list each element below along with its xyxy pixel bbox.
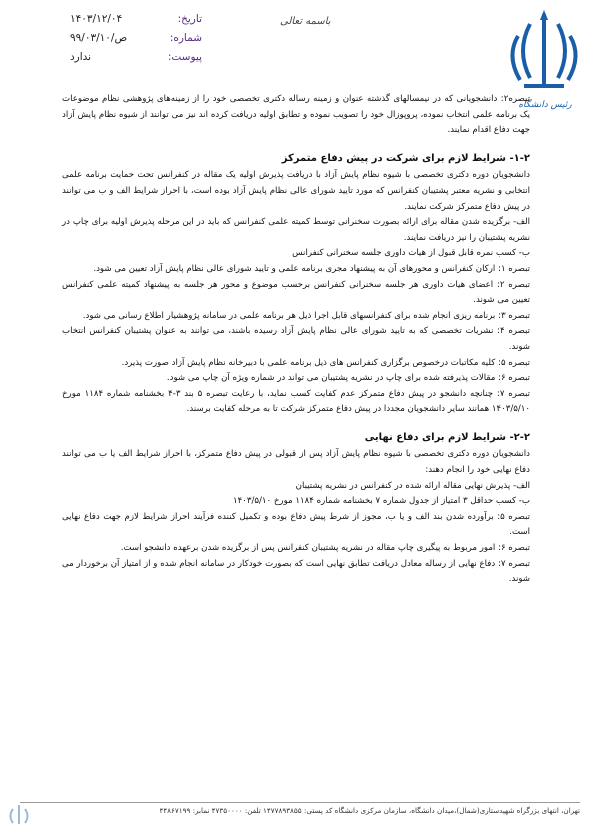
section-heading: ۲-۲- شرایط لازم برای دفاع نهایی — [364, 431, 530, 443]
footer-divider — [20, 802, 580, 803]
body-paragraph: دانشجویان دوره دکتری تخصصی با شیوه نظام پایش آزاد پس از قبولی در پیش دفاع متمرکز، با احراز شرایط الف یا ب می توانند دفاع نهایی خود را انجام دهند: — [62, 449, 530, 476]
number-row — [70, 29, 202, 48]
footer-address: تهران، انتهای بزرگراه شهیدستاری(شمال)،میدان دانشگاه، سازمان مرکزی دانشگاه کد پستی: ۱۴۷۷۸۹۳۸۵۵ تلفن: ۴۷۳۵۰۰۰۰ نمابر: ۴۴۸۶۷۱۹۹ — [159, 806, 580, 815]
attachment-value: ندارد — [70, 51, 92, 63]
section-heading: ۱-۲- شرایط لازم برای شرکت در پیش دفاع متمرکز — [281, 152, 530, 164]
note-paragraph: تبصره ۷: چنانچه دانشجو در پیش دفاع متمرکز عدم کفایت کسب نماید، با رعایت تبصره ۵ بند ۳-۴ بخشنامه شماره ۱۱۸۴ مورخ ۱۴۰۳/۵/۱۰ همانند سایر دانشجویان مجددا در پیش دفاع متمرکز شرکت تا به مرحله کفایت برسند. — [62, 388, 530, 415]
besmellah-heading: باسمه تعالی — [280, 16, 331, 27]
attachment-row — [70, 48, 202, 67]
condition-item: الف- برگزیده شدن مقاله برای ارائه بصورت سخنرانی توسط کمیته علمی کنفرانس که باید در این مرحله پذیرش اولیه برای چاپ در نشریه پشتیبان را نیز دریافت نمایند. — [62, 217, 530, 243]
note-paragraph: تبصره۲: دانشجویانی که در نیمسالهای گذشته عنوان و زمینه رساله دکتری تخصصی خود را از زمینه‌های پژوهشی نظام موضوعات یک برنامه علمی انتخاب نموده، پروپوزال خود را تصویب نموده و تطابق اولیه دریافت کرده اند نیز می توانند از شیوه نظام پایش آزاد جهت دفاع اقدام نمایند. — [62, 94, 530, 136]
number-value: ۹۹/۰۳/۱۰/ص — [70, 32, 128, 44]
note-paragraph: تبصره ۶: مقالات پذیرفته شده برای چاپ در نشریه پشتیبان می تواند در شماره ویژه آن چاپ می شود. — [166, 373, 530, 384]
note-paragraph: تبصره ۷: دفاع نهایی از رساله معادل دریافت تطابق نهایی است که بصورت خودکار در سامانه انجام شده و از امتیاز آن برخوردار می شوند. — [62, 558, 530, 585]
body-paragraph: دانشجویان دوره دکتری تخصصی با شیوه نظام پایش آزاد با دریافت پذیرش اولیه یک مقاله در کنفرانس تحت حمایت برنامه علمی انتخابی و نشریه معتبر پشتیبان کنفرانس که مورد تایید شورای عالی نظام پایش آزاد بوده است، با احراز شرایط الف و ب می توانند در پیش دفاع متمرکز شرکت نمایند. — [62, 170, 530, 212]
note-paragraph: تبصره ۵: کلیه مکاتبات درخصوص برگزاری کنفرانس های ذیل برنامه علمی با دبیرخانه نظام پایش آزاد صورت پذیرد. — [121, 357, 530, 368]
condition-item: ب- کسب حداقل ۳ امتیاز از جدول شماره ۷ بخشنامه شماره ۱۱۸۴ مورخ ۱۴۰۳/۵/۱۰ — [233, 496, 530, 507]
condition-item: ب- کسب نمره قابل قبول از هیات داوری جلسه سخنرانی کنفرانس — [292, 248, 530, 259]
note-paragraph: تبصره ۵: برآورده شدن بند الف و یا ب، مجوز از شرط پیش دفاع بوده و تکمیل کننده فرآیند احراز شرایط لازم جهت دفاع نهایی است. — [62, 511, 530, 538]
logo-caption: رئیس دانشگاه — [518, 100, 572, 110]
date-value: ۱۴۰۳/۱۲/۰۴ — [70, 13, 123, 25]
letter-metadata — [70, 10, 202, 67]
attachment-label: پیوست: — [167, 51, 202, 63]
note-paragraph: تبصره ۳: برنامه ریزی انجام شده برای کنفرانسهای قابل اجرا ذیل هر برنامه علمی در سامانه پژوهشیار اطلاع رسانی می شود. — [82, 310, 530, 321]
note-paragraph: تبصره ۱: ارکان کنفرانس و محورهای آن به پیشنهاد مجری برنامه علمی و تایید شورای عالی نظام پایش آزاد تعیین می شود. — [93, 263, 530, 274]
number-label: شماره: — [169, 32, 202, 44]
note-paragraph: تبصره ۶: امور مربوط به پیگیری چاپ مقاله در نشریه پشتیبان کنفرانس پس از برگزیده شدن برعهده دانشجو است. — [120, 543, 530, 554]
condition-item: الف- پذیرش نهایی مقاله ارائه شده در کنفرانس در نشریه پشتیبان — [295, 480, 530, 491]
date-label: تاریخ: — [177, 13, 202, 25]
corner-logo-icon — [4, 802, 34, 832]
date-row — [70, 10, 202, 29]
letter-body — [62, 92, 530, 588]
note-paragraph: تبصره ۲: اعضای هیات داوری هر جلسه سخنرانی کنفرانس برحسب موضوع و محور هر جلسه به پیشنهاد کمیته علمی کنفرانس تعیین می شوند. — [62, 279, 530, 306]
note-paragraph: تبصره ۴: نشریات تخصصی که به تایید شورای عالی نظام پایش آزاد رسیده باشند، می توانند به عنوان پشتیبان کنفرانس انتخاب شوند. — [62, 326, 530, 352]
